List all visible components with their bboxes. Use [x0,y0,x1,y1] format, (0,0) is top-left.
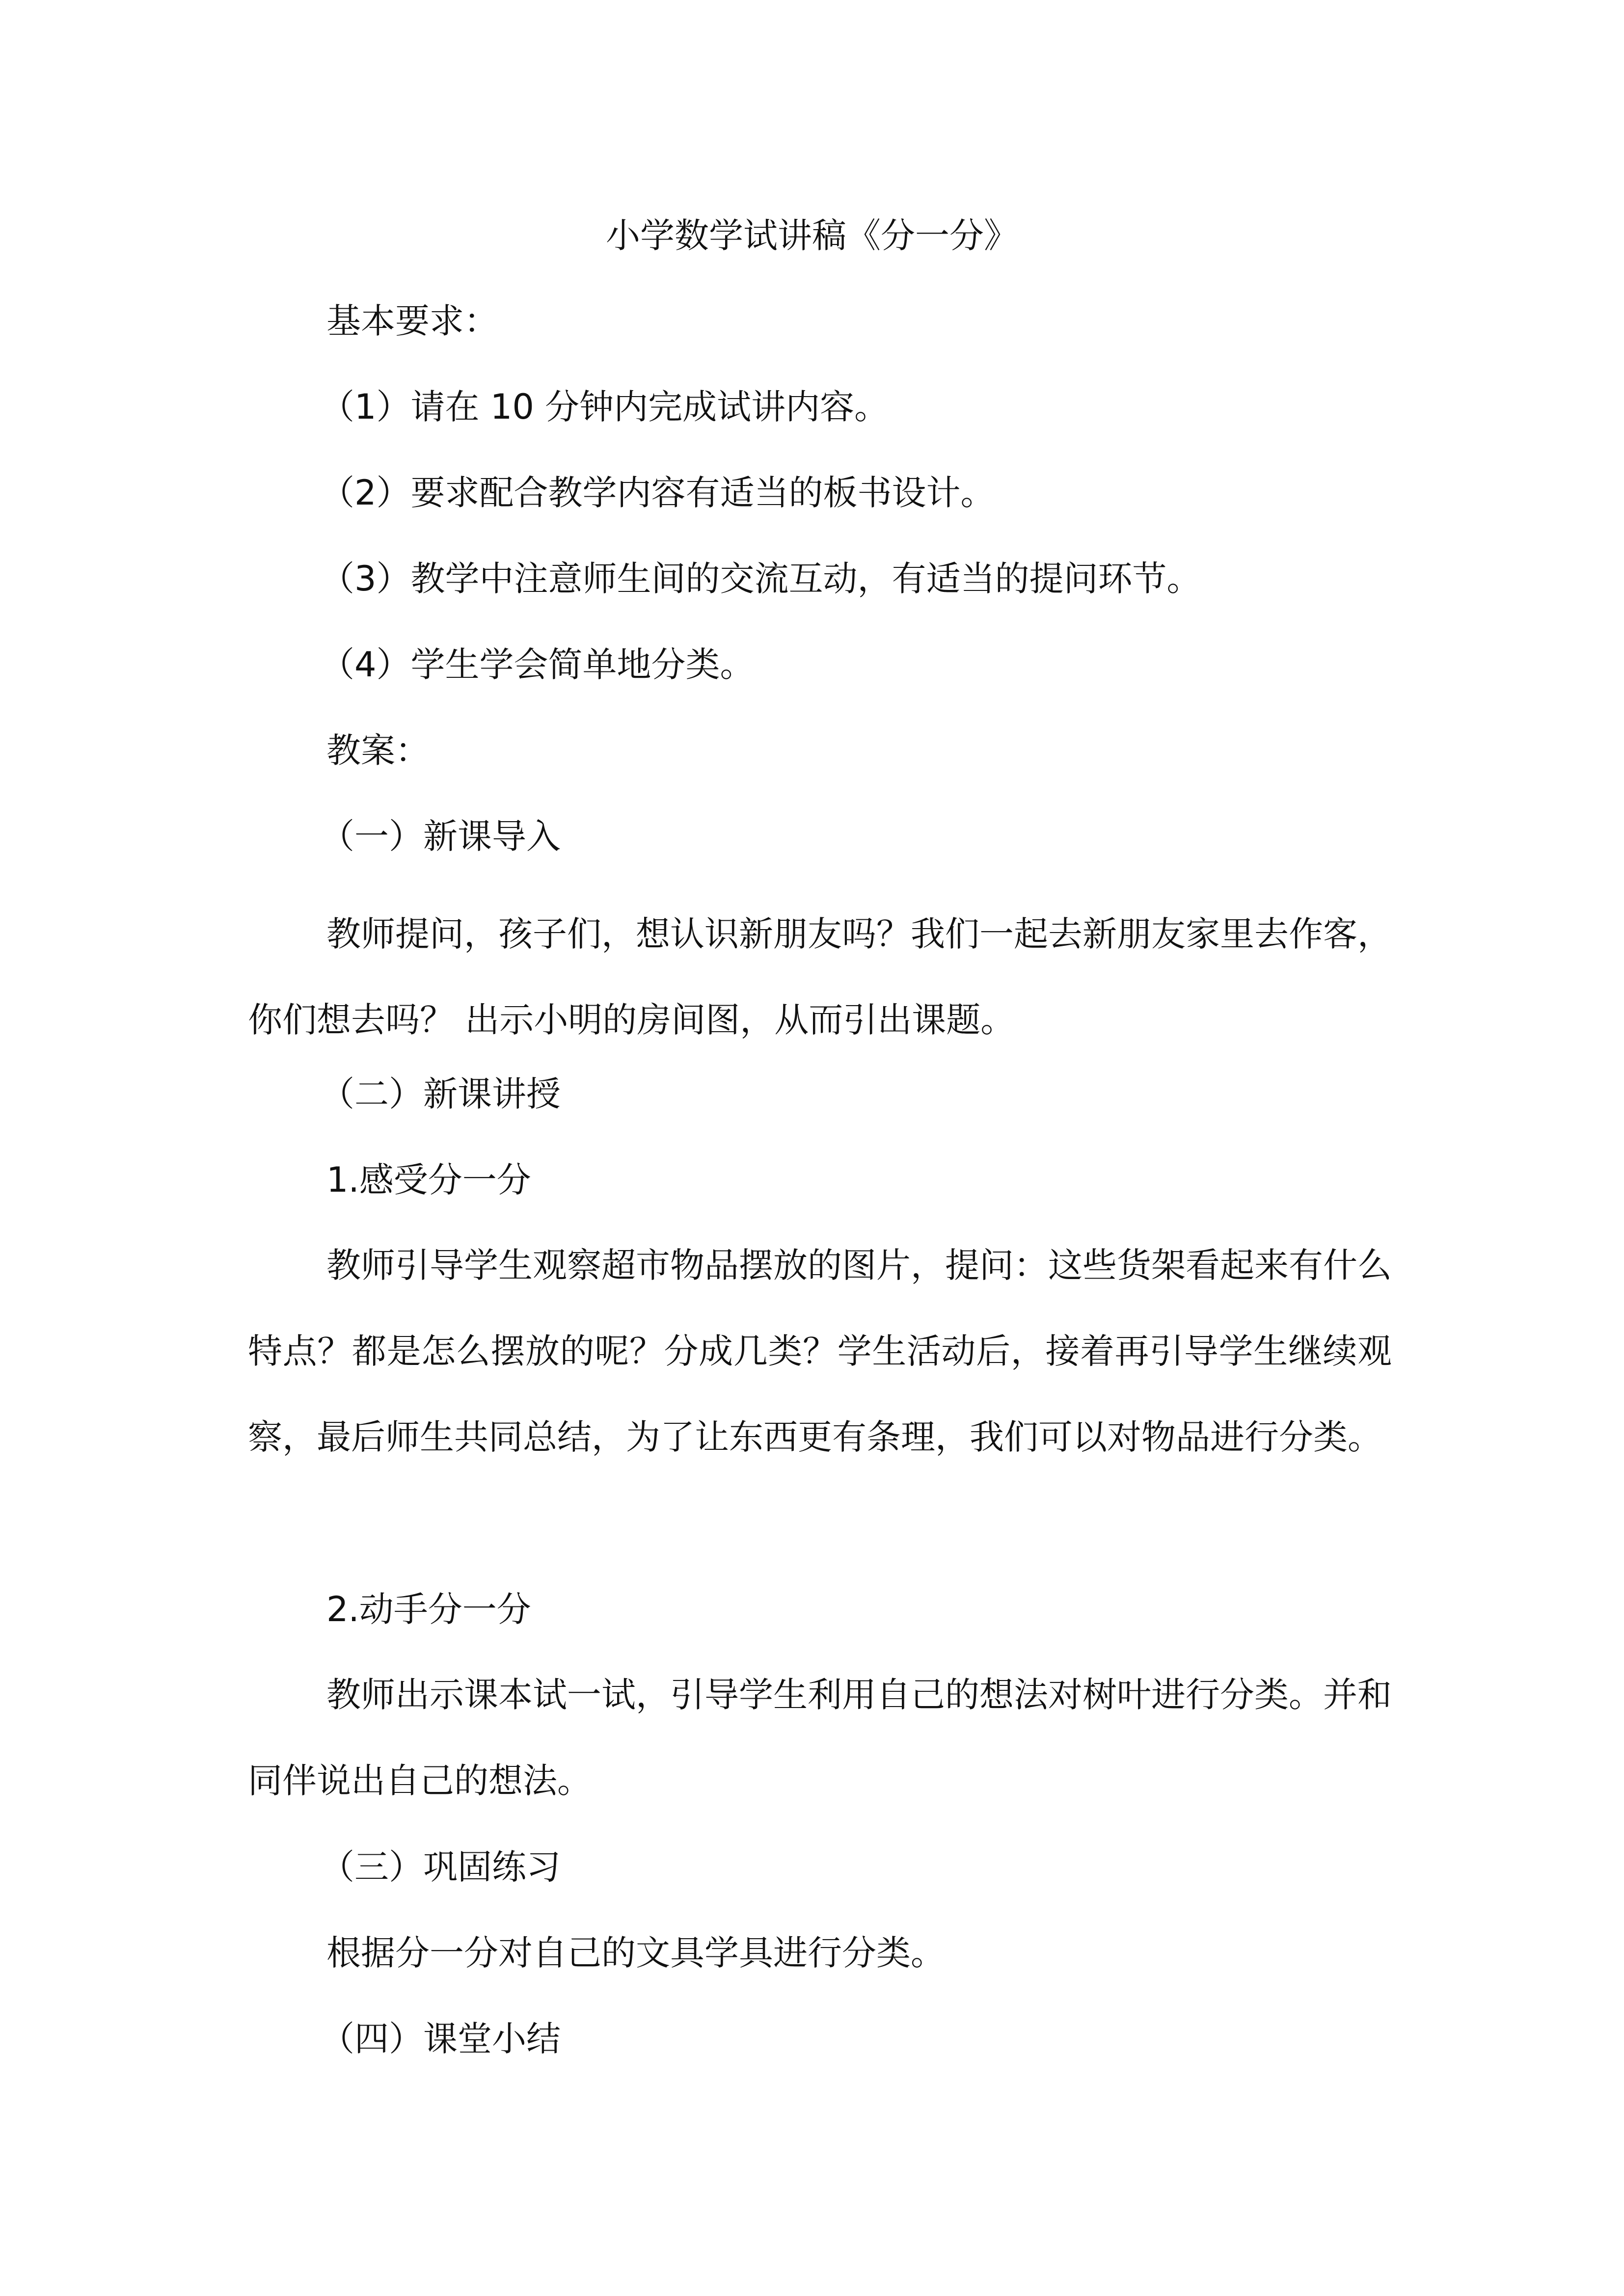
section-summary-heading: （四）课堂小结 [320,2019,561,2059]
requirement-item-1: （1）请在 10 分钟内完成试讲内容。 [320,387,889,427]
section-practice-text: 根据分一分对自己的文具学具进行分类。 [326,1933,945,1973]
section-intro-text: 教师提问，孩子们，想认识新朋友吗？我们一起去新朋友家里去作客，你们想去吗？ 出示小明的房间图，从而引出课题。 [248,914,1392,1040]
section-practice-heading: （三）巩固练习 [320,1847,561,1887]
section-teach-heading: （二）新课讲授 [320,1074,561,1114]
part2-text: 教师出示课本试一试，引导学生利用自己的想法对树叶进行分类。并和同伴说出自己的想法。 [248,1675,1392,1801]
section-intro-heading: （一）新课导入 [320,816,561,856]
requirement-item-4: （4）学生学会简单地分类。 [320,644,755,685]
requirements-heading: 基本要求： [326,301,498,341]
part2-heading: 2.动手分一分 [326,1589,531,1629]
requirement-item-2: （2）要求配合教学内容有适当的板书设计。 [320,473,995,513]
lesson-plan-heading: 教案： [326,730,430,771]
part1-heading: 1.感受分一分 [326,1160,531,1200]
document-title: 小学数学试讲稿《分一分》 [606,215,1018,256]
part1-text: 教师引导学生观察超市物品摆放的图片，提问：这些货架看起来有什么特点？都是怎么摆放的呢？分成几类？学生活动后，接着再引导学生继续观察，最后师生共同总结，为了让东西更有条理，我们可以对物品进行分类。 [248,1245,1392,1457]
requirement-item-3: （3）教学中注意师生间的交流互动，有适当的提问环节。 [320,559,1201,599]
